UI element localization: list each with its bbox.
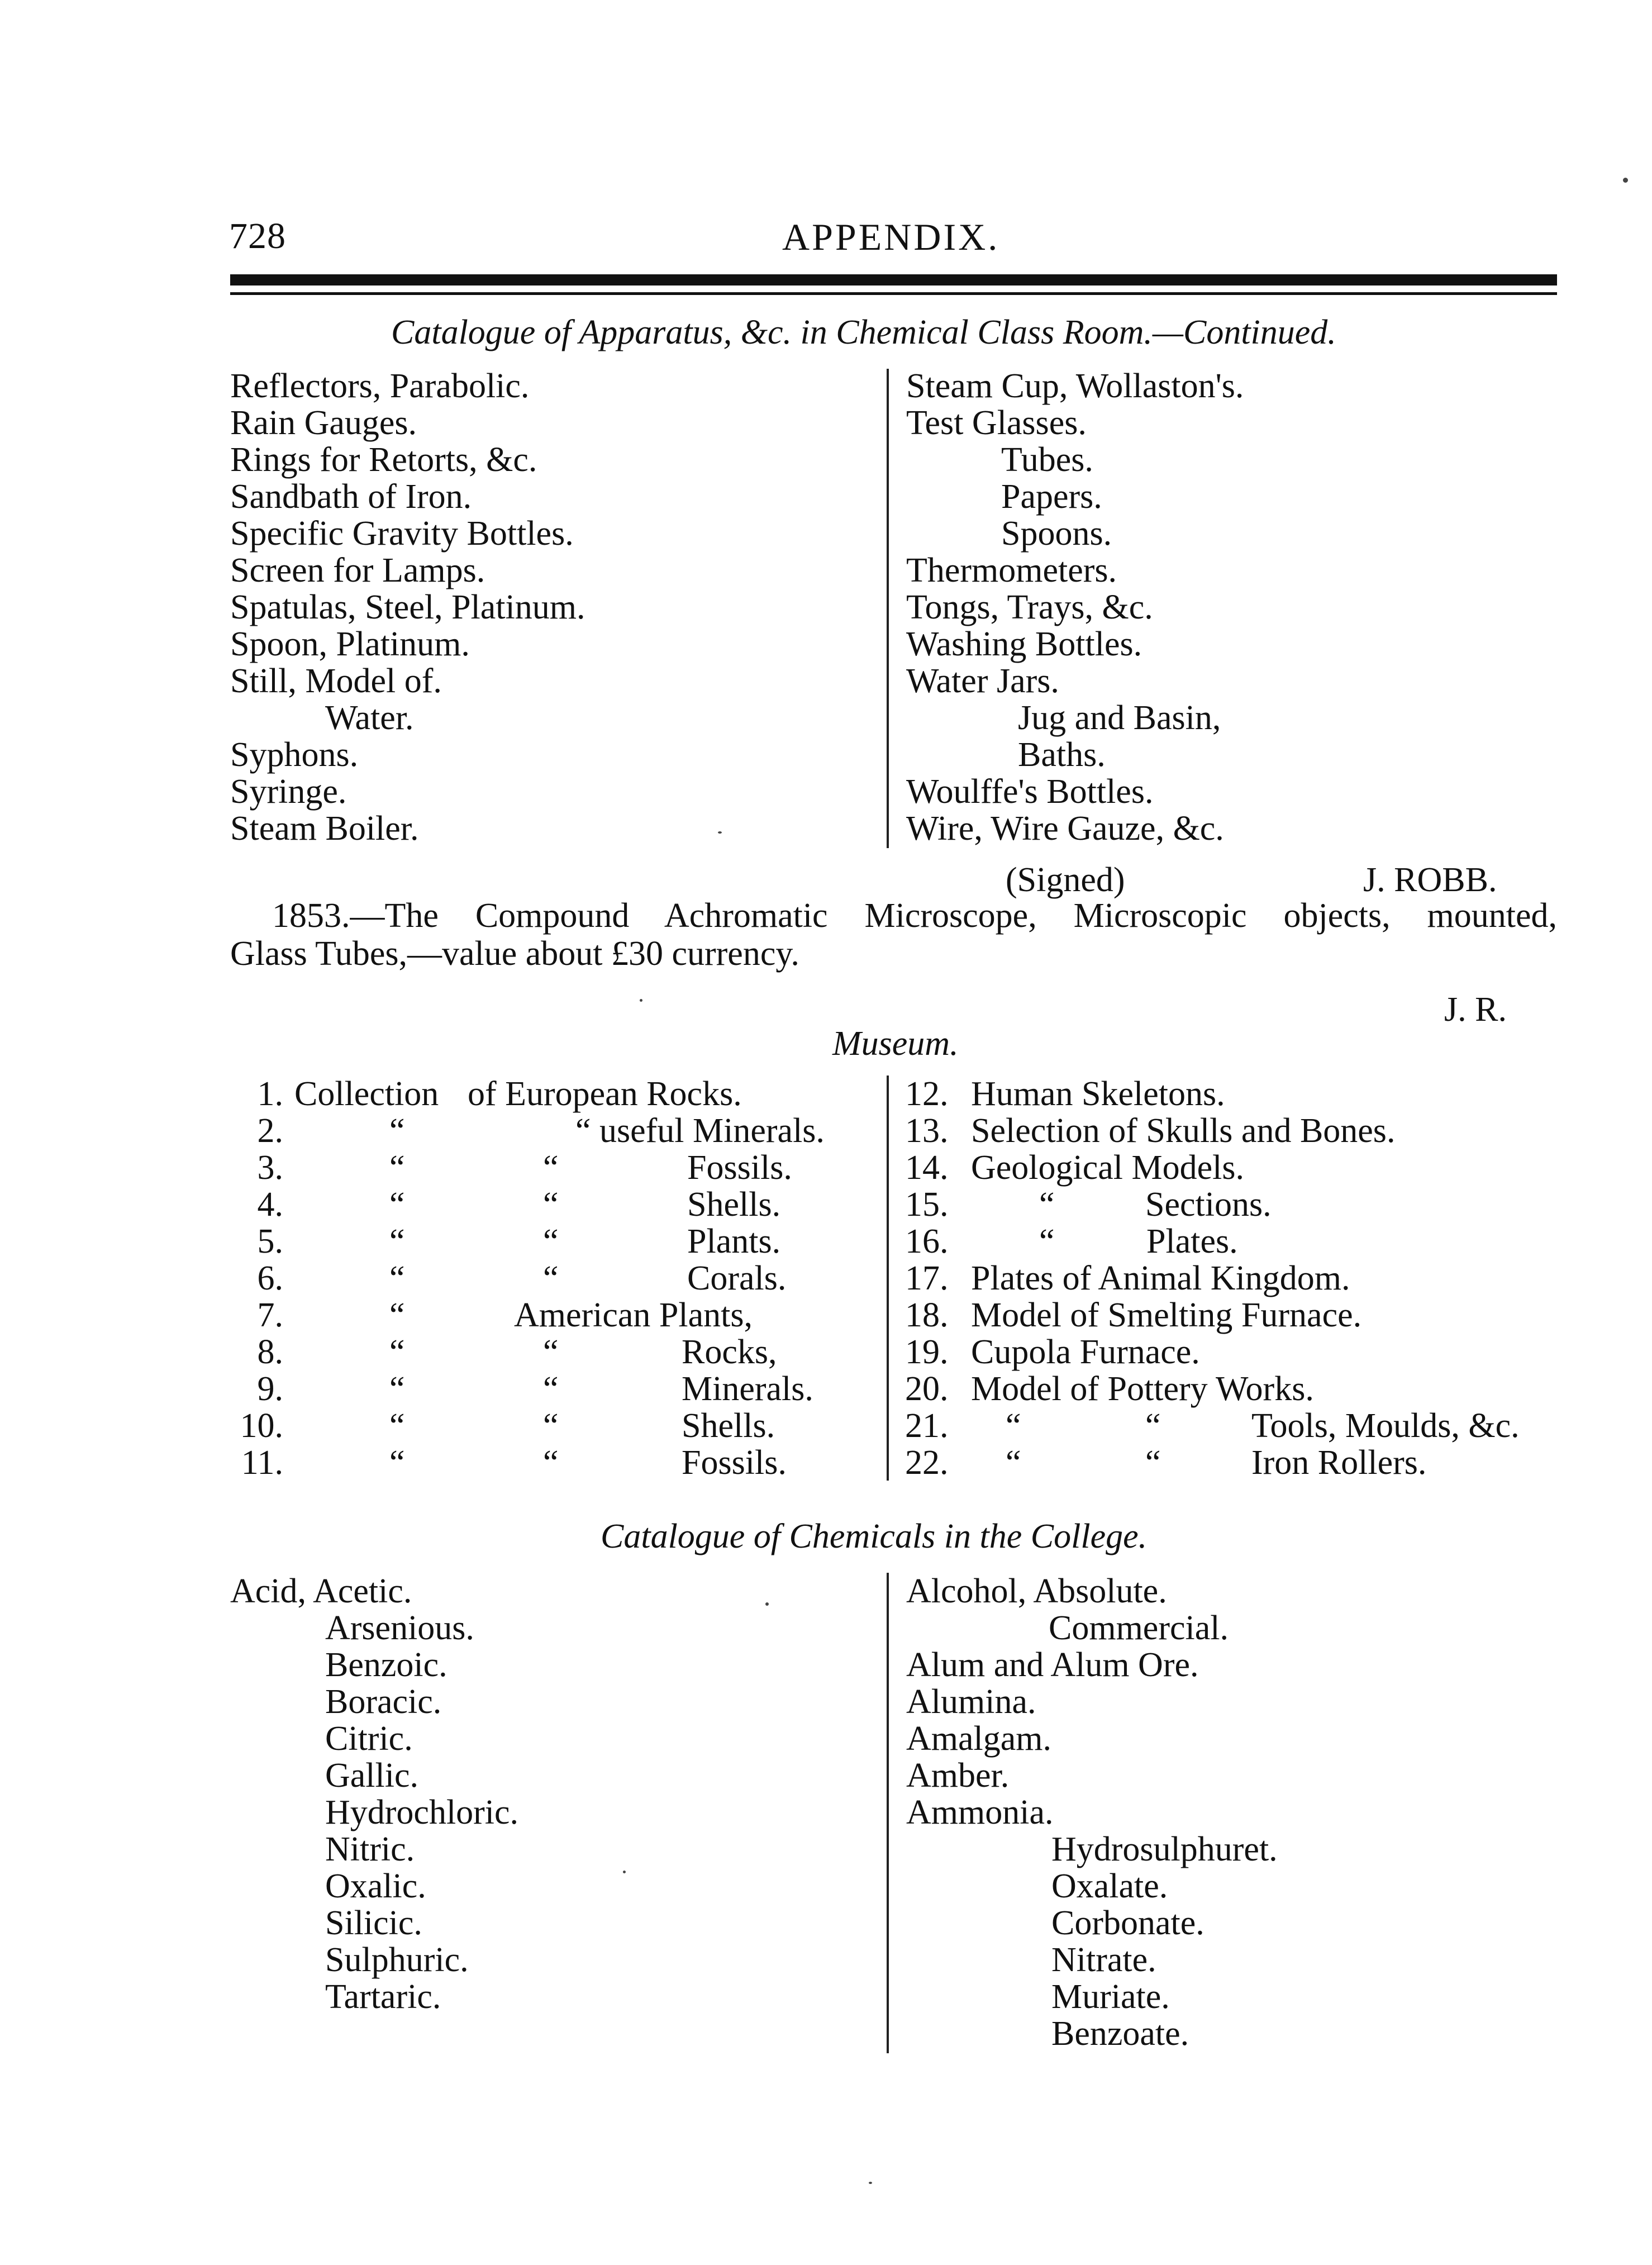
museum-row — [905, 1076, 1559, 1112]
museum-number: 6. — [257, 1259, 283, 1297]
apparatus-item: Sandbath of Iron. — [230, 478, 472, 516]
ditto-mark: “ — [1145, 1407, 1161, 1445]
ditto-mark: “ — [543, 1370, 559, 1408]
museum-row — [905, 1223, 1559, 1260]
museum-number: 7. — [257, 1296, 283, 1334]
museum-text: Human Skeletons. — [971, 1075, 1225, 1113]
museum-number: 15. — [905, 1186, 949, 1224]
museum-number: 17. — [905, 1259, 949, 1297]
museum-row — [905, 1371, 1559, 1407]
apparatus-item: Spoon, Platinum. — [230, 625, 470, 663]
chemical-item: Oxalate. — [1051, 1867, 1168, 1905]
apparatus-heading: Catalogue of Apparatus, &c. in Chemical Class Room.—Continued. — [391, 313, 1336, 351]
museum-row — [230, 1334, 878, 1371]
museum-text: Plants. — [687, 1222, 781, 1260]
museum-row — [905, 1112, 1559, 1149]
scan-speck — [1623, 178, 1628, 183]
chemical-item: Amber. — [906, 1757, 1010, 1795]
museum-number: 20. — [905, 1370, 949, 1408]
chemical-item: Alcohol, Absolute. — [906, 1572, 1167, 1610]
museum-text: of European Rocks. — [468, 1075, 742, 1113]
museum-number: 9. — [257, 1370, 283, 1408]
signed-label: (Signed) — [1006, 861, 1125, 899]
museum-text: Sections. — [1145, 1186, 1272, 1224]
museum-number: 16. — [905, 1222, 949, 1260]
apparatus-item: Papers. — [1001, 478, 1102, 516]
apparatus-item: Baths. — [1018, 736, 1106, 774]
chemical-item: Commercial. — [1049, 1609, 1229, 1647]
chemical-item: Citric. — [325, 1720, 413, 1758]
scan-speck — [765, 1602, 769, 1606]
museum-row — [905, 1260, 1559, 1297]
note-1853 — [230, 897, 1557, 973]
chemical-item: Acid, Acetic. — [230, 1572, 412, 1610]
apparatus-item: Tongs, Trays, &c. — [906, 588, 1153, 626]
museum-number: 10. — [240, 1407, 283, 1445]
museum-text: Corals. — [687, 1259, 787, 1297]
apparatus-item: Rings for Retorts, &c. — [230, 441, 537, 479]
apparatus-item: Tubes. — [1001, 441, 1093, 479]
apparatus-item: Thermometers. — [906, 551, 1117, 589]
chemical-item: Sulphuric. — [325, 1941, 469, 1979]
ditto-mark: “ — [1006, 1444, 1021, 1482]
column-divider — [887, 369, 889, 848]
chemical-item: Nitrate. — [1051, 1941, 1156, 1979]
chemical-item: Tartaric. — [325, 1978, 441, 2016]
apparatus-item: Screen for Lamps. — [230, 551, 485, 589]
museum-row — [230, 1371, 878, 1407]
ditto-mark: “ — [389, 1370, 405, 1408]
apparatus-item: Syphons. — [230, 736, 359, 774]
chemicals-heading: Catalogue of Chemicals in the College. — [601, 1517, 1148, 1555]
museum-text: Minerals. — [682, 1370, 813, 1408]
apparatus-item: Water Jars. — [906, 662, 1059, 700]
museum-text: Selection of Skulls and Bones. — [971, 1112, 1396, 1150]
museum-text: Collection — [294, 1075, 439, 1113]
ditto-mark: “ — [543, 1333, 559, 1371]
page-number: 728 — [229, 216, 286, 256]
chemical-item: Silicic. — [325, 1904, 422, 1942]
note-line: 1853.—The Compound Achromatic Microscope, Microscopic objects, mounted, — [272, 897, 1557, 935]
chemical-item: Amalgam. — [906, 1720, 1051, 1758]
ditto-mark: “ — [1039, 1186, 1055, 1224]
chemical-item: Alum and Alum Ore. — [906, 1646, 1199, 1684]
note-initials: J. R. — [1444, 991, 1507, 1029]
chemicals-left-column — [230, 1573, 518, 2015]
chemicals-right-column — [906, 1573, 1278, 2052]
museum-number: 1. — [257, 1075, 283, 1113]
museum-text: “ useful Minerals. — [575, 1112, 825, 1150]
museum-text: Fossils. — [687, 1149, 792, 1187]
museum-number: 21. — [905, 1407, 949, 1445]
ditto-mark: “ — [543, 1186, 559, 1224]
museum-number: 11. — [241, 1444, 283, 1482]
ditto-mark: “ — [543, 1407, 559, 1445]
apparatus-item: Still, Model of. — [230, 662, 442, 700]
chemical-item: Alumina. — [906, 1683, 1036, 1721]
ditto-mark: “ — [389, 1112, 405, 1150]
chemical-item: Arsenious. — [325, 1609, 474, 1647]
chemical-item: Boracic. — [325, 1683, 442, 1721]
museum-row — [905, 1149, 1559, 1186]
museum-row — [230, 1444, 878, 1481]
ditto-mark: “ — [389, 1186, 405, 1224]
museum-number: 2. — [257, 1112, 283, 1150]
apparatus-item: Spoons. — [1001, 515, 1112, 553]
museum-row — [230, 1407, 878, 1444]
museum-row — [230, 1076, 878, 1112]
museum-number: 12. — [905, 1075, 949, 1113]
header-rule-thin — [230, 292, 1557, 295]
ditto-mark: “ — [543, 1149, 559, 1187]
museum-number: 19. — [905, 1333, 949, 1371]
apparatus-item: Steam Boiler. — [230, 810, 419, 848]
museum-number: 13. — [905, 1112, 949, 1150]
apparatus-item: Woulffe's Bottles. — [906, 773, 1154, 811]
ditto-mark: “ — [543, 1444, 559, 1482]
museum-row — [230, 1112, 878, 1149]
museum-row — [905, 1444, 1559, 1481]
apparatus-item: Reflectors, Parabolic. — [230, 367, 530, 405]
museum-number: 22. — [905, 1444, 949, 1482]
museum-text: Plates of Animal Kingdom. — [971, 1259, 1350, 1297]
ditto-mark: “ — [1145, 1444, 1161, 1482]
museum-right-column — [905, 1076, 1559, 1481]
museum-text: Plates. — [1146, 1222, 1238, 1260]
museum-row — [905, 1407, 1559, 1444]
ditto-mark: “ — [543, 1222, 559, 1260]
ditto-mark: “ — [389, 1259, 405, 1297]
chemical-item: Benzoate. — [1051, 2015, 1189, 2053]
chemical-item: Corbonate. — [1051, 1904, 1205, 1942]
scan-speck — [869, 2182, 872, 2184]
column-divider — [887, 1076, 889, 1481]
ditto-mark: “ — [1006, 1407, 1021, 1445]
apparatus-item: Specific Gravity Bottles. — [230, 515, 574, 553]
museum-text: Shells. — [682, 1407, 775, 1445]
header-rule-thick — [230, 274, 1557, 285]
ditto-mark: “ — [389, 1149, 405, 1187]
apparatus-left-column — [230, 368, 585, 847]
chemical-item: Nitric. — [325, 1830, 415, 1868]
apparatus-item: Steam Cup, Wollaston's. — [906, 367, 1244, 405]
museum-text: Fossils. — [682, 1444, 787, 1482]
scan-speck — [623, 1871, 626, 1873]
apparatus-item: Jug and Basin, — [1018, 699, 1221, 737]
museum-row — [230, 1260, 878, 1297]
museum-number: 8. — [257, 1333, 283, 1371]
ditto-mark: “ — [389, 1444, 405, 1482]
column-divider — [887, 1573, 889, 2053]
apparatus-item: Test Glasses. — [906, 404, 1087, 442]
apparatus-item: Wire, Wire Gauze, &c. — [906, 810, 1224, 848]
museum-row — [905, 1334, 1559, 1371]
chemical-item: Ammonia. — [906, 1793, 1054, 1831]
museum-row — [905, 1186, 1559, 1223]
museum-text: Model of Pottery Works. — [971, 1370, 1314, 1408]
apparatus-item: Syringe. — [230, 773, 347, 811]
scan-speck — [718, 831, 722, 834]
museum-number: 18. — [905, 1296, 949, 1334]
museum-number: 4. — [257, 1186, 283, 1224]
museum-row — [230, 1297, 878, 1334]
apparatus-item: Washing Bottles. — [906, 625, 1142, 663]
apparatus-item: Spatulas, Steel, Platinum. — [230, 588, 585, 626]
museum-text: Iron Rollers. — [1251, 1444, 1427, 1482]
museum-number: 5. — [257, 1222, 283, 1260]
museum-heading: Museum. — [832, 1025, 959, 1063]
running-head: APPENDIX. — [782, 216, 1000, 258]
museum-left-column — [230, 1076, 878, 1481]
ditto-mark: “ — [543, 1259, 559, 1297]
museum-text: Cupola Furnace. — [971, 1333, 1200, 1371]
chemical-item: Muriate. — [1051, 1978, 1170, 2016]
chemical-item: Hydrosulphuret. — [1051, 1830, 1278, 1868]
scan-speck — [640, 999, 642, 1002]
museum-text: American Plants, — [514, 1296, 753, 1334]
ditto-mark: “ — [389, 1407, 405, 1445]
museum-text: Geological Models. — [971, 1149, 1245, 1187]
ditto-mark: “ — [389, 1222, 405, 1260]
museum-row — [230, 1186, 878, 1223]
ditto-mark: “ — [1039, 1222, 1055, 1260]
apparatus-item: Water. — [325, 699, 414, 737]
museum-number: 14. — [905, 1149, 949, 1187]
ditto-mark: “ — [389, 1296, 405, 1334]
museum-row — [230, 1149, 878, 1186]
signature-name: J. ROBB. — [1363, 861, 1497, 899]
ditto-mark: “ — [389, 1333, 405, 1371]
museum-row — [230, 1223, 878, 1260]
chemical-item: Hydrochloric. — [325, 1793, 519, 1831]
chemical-item: Oxalic. — [325, 1867, 426, 1905]
museum-text: Tools, Moulds, &c. — [1251, 1407, 1520, 1445]
apparatus-right-column — [906, 368, 1244, 847]
museum-number: 3. — [257, 1149, 283, 1187]
chemical-item: Gallic. — [325, 1757, 418, 1795]
museum-text: Model of Smelting Furnace. — [971, 1296, 1362, 1334]
note-line: Glass Tubes,—value about £30 currency. — [230, 935, 799, 973]
museum-text: Shells. — [687, 1186, 781, 1224]
chemical-item: Benzoic. — [325, 1646, 447, 1684]
apparatus-item: Rain Gauges. — [230, 404, 417, 442]
museum-text: Rocks, — [682, 1333, 777, 1371]
museum-row — [905, 1297, 1559, 1334]
